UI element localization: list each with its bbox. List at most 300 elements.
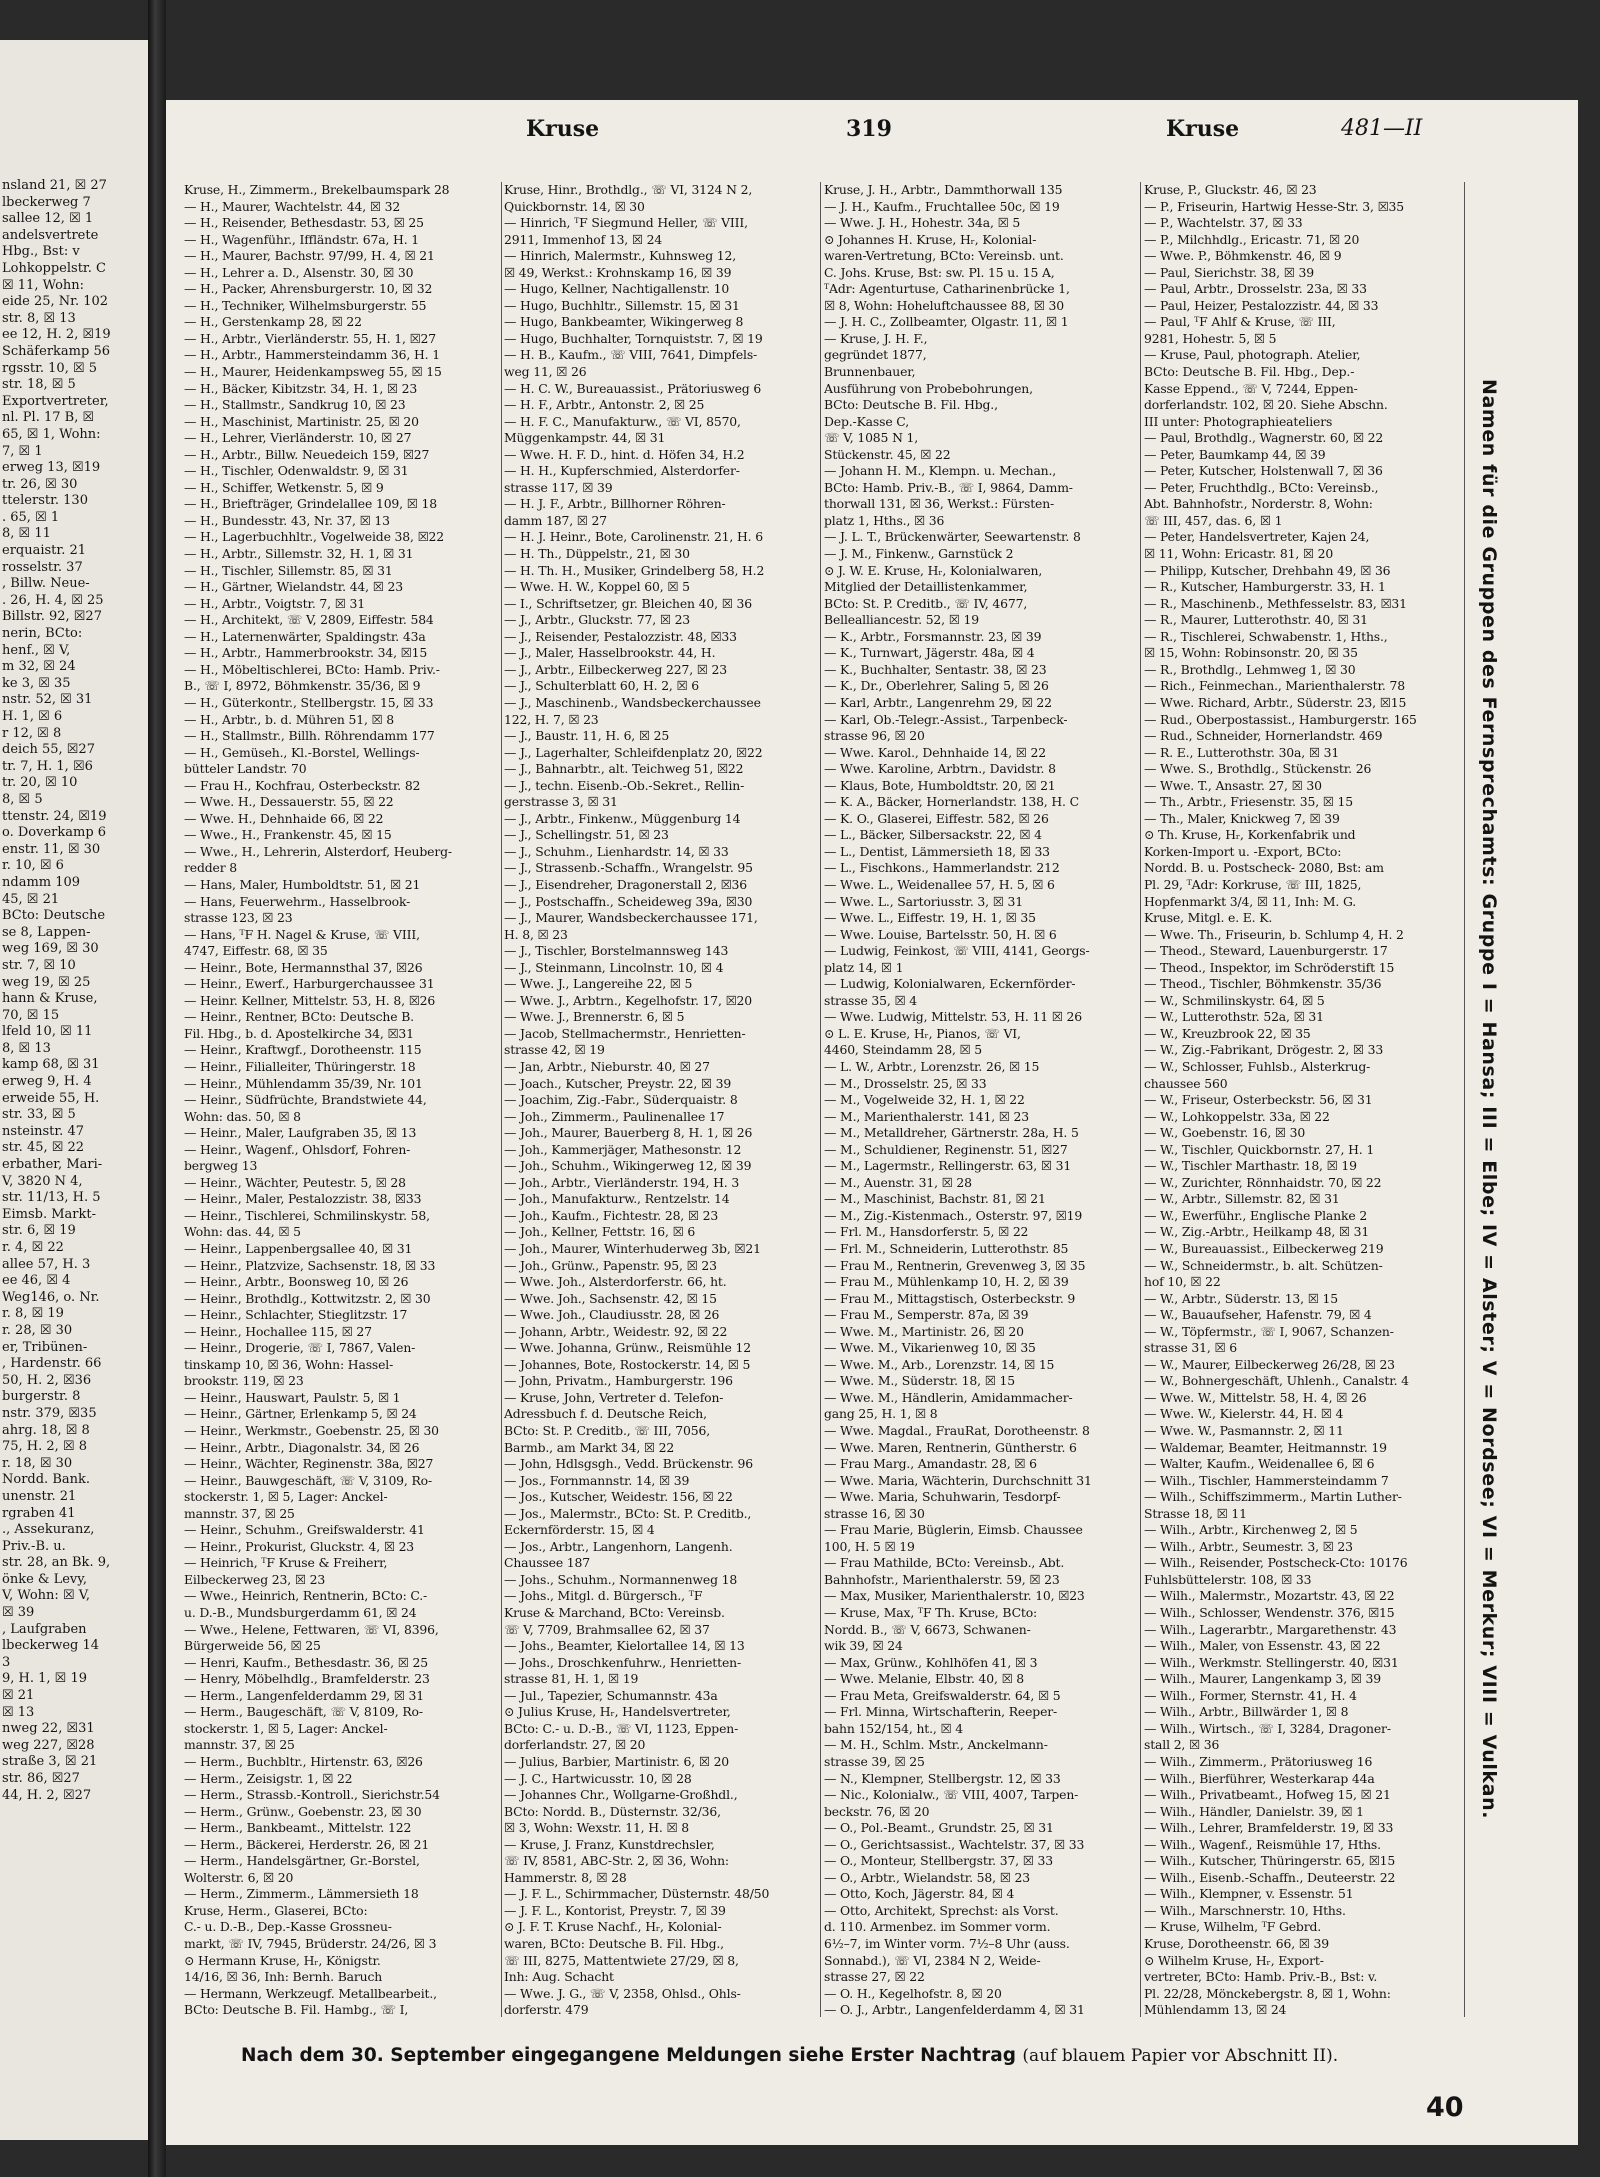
directory-entry: — H., Arbtr., Billw. Neuedeich 159, ☒27 — [184, 446, 430, 462]
directory-entry: Korken-Import u. -Export, BCto: — [1144, 843, 1342, 859]
left-fragment-line: str. 11/13, H. 5 — [2, 1190, 101, 1206]
directory-entry: — J., Tischler, Borstelmannsweg 143 — [504, 943, 729, 959]
directory-entry: — O. H., Kegelhofstr. 8, ☒ 20 — [824, 1985, 1002, 2001]
directory-entry: — Frau M., Mühlenkamp 10, H. 2, ☒ 39 — [824, 1274, 1069, 1290]
directory-entry: — W., Maurer, Eilbeckerweg 26/28, ☒ 23 — [1144, 1356, 1395, 1372]
directory-entry: — Wwe. Richard, Arbtr., Süderstr. 23, ☒15 — [1144, 694, 1407, 710]
directory-entry: — Hans, Maler, Humboldtstr. 51, ☒ 21 — [184, 876, 421, 892]
directory-entry: 6½–7, im Winter vorm. 7½–8 Uhr (auss. — [824, 1935, 1070, 1951]
directory-entry: — Wilh., Former, Sternstr. 41, H. 4 — [1144, 1687, 1357, 1703]
directory-entry: — Wilh., Lagerarbtr., Margarethenstr. 43 — [1144, 1621, 1397, 1637]
directory-entry: — H., Techniker, Wilhelmsburgerstr. 55 — [184, 297, 427, 313]
directory-entry: Kruse, P., Gluckstr. 46, ☒ 23 — [1144, 182, 1317, 197]
directory-entry: — P., Wachtelstr. 37, ☒ 33 — [1144, 215, 1303, 231]
left-fragment-line: str. 6, ☒ 19 — [2, 1223, 76, 1239]
directory-entry: — Heinr., Prokurist, Gluckstr. 4, ☒ 23 — [184, 1538, 415, 1554]
directory-entry: — Wwe. H., Dessauerstr. 55, ☒ 22 — [184, 794, 394, 810]
directory-entry: — Wwe. T., Ansastr. 27, ☒ 30 — [1144, 777, 1322, 793]
directory-entry: Pl. 29, ᵀAdr: Korkruse, ☏ III, 1825, — [1144, 876, 1362, 892]
directory-entry: — K. A., Bäcker, Hornerlandstr. 138, H. C — [824, 794, 1079, 810]
directory-entry: Kasse Eppend., ☏ V, 7244, Eppen- — [1144, 380, 1358, 396]
directory-entry: — L., Bäcker, Silbersackstr. 22, ☒ 4 — [824, 827, 1042, 843]
directory-entry: — Wwe. W., Kielerstr. 44, H. ☒ 4 — [1144, 1406, 1344, 1422]
directory-entry: BCto: Deutsche B. Fil. Hbg., Dep.- — [1144, 364, 1355, 380]
directory-entry: — Hans, Feuerwehrm., Hasselbrook- — [184, 893, 411, 909]
left-fragment-line: ttelerstr. 130 — [2, 493, 88, 509]
exchange-groups-sidebar — [1471, 182, 1507, 2017]
directory-entry: — Herm., Strassb.-Kontroll., Sierichstr.54 — [184, 1787, 440, 1803]
directory-entry: Mühlendamm 13, ☒ 24 — [1144, 2002, 1287, 2017]
directory-entry: — H., Gemüseh., Kl.-Borstel, Wellings- — [184, 744, 420, 760]
book-gutter — [148, 0, 166, 2177]
directory-entry: — Max, Musiker, Marienthalerstr. 10, ☒23 — [824, 1588, 1085, 1604]
left-fragment-line: r. 4, ☒ 22 — [2, 1240, 64, 1255]
column-2 — [504, 182, 816, 2017]
directory-entry: — J. H., Kaufm., Fruchtallee 50c, ☒ 19 — [824, 198, 1060, 214]
directory-entry: — Wwe. Maria, Wächterin, Durchschnitt 31 — [824, 1472, 1092, 1488]
directory-entry: — Theod., Tischler, Böhmkenstr. 35/36 — [1144, 976, 1382, 992]
directory-entry: — Wwe. L., Eiffestr. 19, H. 1, ☒ 35 — [824, 910, 1036, 926]
directory-entry: — Frl. Minna, Wirtschafterin, Reeper- — [824, 1704, 1058, 1720]
left-fragment-line: , Hardenstr. 66 — [2, 1356, 102, 1372]
directory-entry: — Walter, Kaufm., Weidenallee 6, ☒ 6 — [1144, 1456, 1375, 1472]
directory-entry: — Wwe. M., Martinistr. 26, ☒ 20 — [824, 1323, 1024, 1339]
directory-entry: mannstr. 37, ☒ 25 — [184, 1737, 295, 1753]
directory-entry: — N., Klempner, Stellbergstr. 12, ☒ 33 — [824, 1770, 1061, 1786]
left-fragment-line: Weg146, o. Nr. — [2, 1289, 100, 1305]
directory-entry: BCto: St. P. Creditb., ☏ IV, 4677, — [824, 595, 1028, 611]
directory-entry: — Hinrich, ᵀF Siegmund Heller, ☏ VIII, — [504, 215, 748, 231]
directory-entry: — K., Turnwart, Jägerstr. 48a, ☒ 4 — [824, 645, 1035, 661]
left-fragment-line: ndamm 109 — [2, 874, 81, 890]
directory-entry: — Wwe. L., Weidenallee 57, H. 5, ☒ 6 — [824, 876, 1055, 892]
directory-entry: — Kruse, J. Franz, Kunstdrechsler, — [504, 1836, 715, 1852]
directory-entry: — H. C. W., Bureauassist., Prätoriusweg 6 — [504, 380, 762, 396]
directory-entry: — H. F., Arbtr., Antonstr. 2, ☒ 25 — [504, 397, 705, 413]
directory-entry: 14/16, ☒ 36, Inh: Bernh. Baruch — [184, 1969, 383, 1985]
left-fragment-line: rgsstr. 10, ☒ 5 — [2, 360, 98, 376]
directory-entry: — O., Pol.-Beamt., Grundstr. 25, ☒ 31 — [824, 1820, 1054, 1836]
directory-entry: — Wwe., H., Lehrerin, Alsterdorf, Heuberg- — [184, 843, 452, 859]
directory-entry: ☒ 3, Wohn: Wexstr. 11, H. ☒ 8 — [504, 1820, 689, 1836]
directory-entry: — Heinr., Gärtner, Erlenkamp 5, ☒ 24 — [184, 1406, 417, 1422]
directory-entry: Adressbuch f. d. Deutsche Reich, — [504, 1406, 707, 1422]
directory-entry: — Ludwig, Feinkost, ☏ VIII, 4141, Georgs- — [824, 943, 1090, 959]
directory-entry: — Wilh., Werkmstr. Stellingerstr. 40, ☒31 — [1144, 1654, 1399, 1670]
left-fragment-line: lbeckerweg 7 — [2, 194, 91, 210]
directory-entry: ☏ IV, 8581, ABC-Str. 2, ☒ 36, Wohn: — [504, 1853, 729, 1869]
directory-entry: Wolterstr. 6, ☒ 20 — [184, 1869, 294, 1885]
directory-entry: — Joh., Maurer, Bauerberg 8, H. 1, ☒ 26 — [504, 1125, 753, 1141]
directory-entry: — K., Buchhalter, Sentastr. 38, ☒ 23 — [824, 661, 1047, 677]
directory-entry: — Wwe. Magdal., FrauRat, Dorotheenstr. 8 — [824, 1423, 1090, 1439]
left-fragment-line: rosselstr. 37 — [2, 559, 83, 575]
directory-entry: — Frau M., Semperstr. 87a, ☒ 39 — [824, 1307, 1029, 1323]
directory-entry: — Wilh., Tischler, Hammersteindamm 7 — [1144, 1472, 1389, 1488]
directory-entry: — Heinr., Ewerf., Harburgerchaussee 31 — [184, 976, 435, 992]
directory-entry: III unter: Photographieateliers — [1144, 413, 1333, 429]
directory-entry: — R., Maschinenb., Methfesselstr. 83, ☒31 — [1144, 595, 1407, 611]
directory-entry: — H., Möbeltischlerei, BCto: Hamb. Priv.- — [184, 661, 440, 677]
column-3 — [824, 182, 1136, 2017]
directory-entry: — Wilh., Privatbeamt., Hofweg 15, ☒ 21 — [1144, 1787, 1391, 1803]
directory-entry: — Frau Marg., Amandastr. 28, ☒ 6 — [824, 1456, 1037, 1472]
left-fragment-line: str. 7, ☒ 10 — [2, 957, 76, 973]
directory-entry: — Wwe. Maren, Rentnerin, Güntherstr. 6 — [824, 1439, 1077, 1455]
directory-entry: BCto: St. P. Creditb., ☏ III, 7056, — [504, 1423, 710, 1439]
directory-entry: — Klaus, Bote, Humboldtstr. 20, ☒ 21 — [824, 777, 1056, 793]
directory-entry: — Wilh., Zimmerm., Prätoriusweg 16 — [1144, 1753, 1373, 1769]
directory-entry: — J., Postschaffn., Scheideweg 39a, ☒30 — [504, 893, 753, 909]
directory-entry: — Wwe. Melanie, Elbstr. 40, ☒ 8 — [824, 1671, 1025, 1687]
directory-entry: — Wwe. Johanna, Grünw., Reismühle 12 — [504, 1340, 751, 1356]
directory-entry: 9281, Hohestr. 5, ☒ 5 — [1144, 330, 1277, 346]
directory-entry: — H., Lehrer a. D., Alsenstr. 30, ☒ 30 — [184, 264, 414, 280]
directory-entry: — Johs., Mitgl. d. Bürgersch., ᵀF — [504, 1588, 703, 1604]
directory-entry: — Frau M., Rentnerin, Grevenweg 3, ☒ 35 — [824, 1257, 1086, 1273]
directory-entry: — Heinr., Wächter, Peutestr. 5, ☒ 28 — [184, 1174, 406, 1190]
directory-entry: — Herm., Zimmerm., Lämmersieth 18 — [184, 1886, 419, 1902]
left-fragment-line: 70, ☒ 15 — [2, 1007, 60, 1023]
directory-entry: — Joh., Maurer, Winterhuderweg 3b, ☒21 — [504, 1241, 761, 1256]
directory-entry: Ausführung von Probebohrungen, — [824, 380, 1033, 396]
directory-entry: Brunnenbauer, — [824, 364, 916, 380]
directory-entry: — Wilh., Arbtr., Seumestr. 3, ☒ 23 — [1144, 1538, 1353, 1554]
directory-entry: — H., Bundesstr. 43, Nr. 37, ☒ 13 — [184, 512, 390, 528]
directory-entry: — Heinr., Bauwgeschäft, ☏ V, 3109, Ro- — [184, 1472, 433, 1488]
directory-entry: Sonnabd.), ☏ VI, 2384 N 2, Weide- — [824, 1952, 1041, 1968]
directory-entry: — L. W., Arbtr., Lorenzstr. 26, ☒ 15 — [824, 1058, 1040, 1074]
directory-entry: — Wwe. J., Arbtrn., Kegelhofstr. 17, ☒20 — [504, 992, 753, 1008]
directory-entry: — R., Kutscher, Hamburgerstr. 33, H. 1 — [1144, 579, 1386, 595]
directory-entry: — Henri, Kaufm., Bethesdastr. 36, ☒ 25 — [184, 1654, 428, 1670]
directory-entry: ☒ 8, Wohn: Hoheluftchaussee 88, ☒ 30 — [824, 297, 1064, 313]
left-fragment-line: 50, H. 2, ☒36 — [2, 1372, 92, 1388]
directory-entry: — Wwe. J., Langereihe 22, ☒ 5 — [504, 976, 693, 992]
directory-entry: — Joh., Kellner, Fettstr. 16, ☒ 6 — [504, 1224, 696, 1240]
directory-entry: — W., Schmilinskystr. 64, ☒ 5 — [1144, 992, 1325, 1008]
left-fragment-line: 7, ☒ 1 — [2, 443, 43, 459]
directory-entry: strasse 16, ☒ 30 — [824, 1505, 925, 1521]
directory-entry: u. D.-B., Mundsburgerdamm 61, ☒ 24 — [184, 1605, 417, 1621]
directory-entry: — Paul, Sierichstr. 38, ☒ 39 — [1144, 264, 1314, 280]
directory-entry: — Wilh., Maurer, Langenkamp 3, ☒ 39 — [1144, 1671, 1381, 1687]
directory-entry: — J., Arbtr., Gluckstr. 77, ☒ 23 — [504, 612, 691, 628]
directory-entry: — Jos., Malermstr., BCto: St. P. Creditb., — [504, 1505, 752, 1521]
left-fragment-line: 8, ☒ 5 — [2, 791, 43, 807]
directory-entry: — M., Lagermstr., Rellingerstr. 63, ☒ 31 — [824, 1158, 1072, 1174]
directory-entry: — J., Maschinenb., Wandsbeckerchaussee — [504, 694, 761, 710]
left-fragment-line: erweg 9, H. 4 — [2, 1074, 92, 1090]
directory-entry: — Wwe., Helene, Fettwaren, ☏ VI, 8396, — [184, 1621, 439, 1637]
directory-entry: — Henry, Möbelhdlg., Bramfelderstr. 23 — [184, 1671, 430, 1687]
directory-entry: — Waldemar, Beamter, Heitmannstr. 19 — [1144, 1439, 1387, 1455]
directory-entry: — Joach., Kutscher, Preystr. 22, ☒ 39 — [504, 1075, 732, 1091]
directory-entry: Strasse 18, ☒ 11 — [1144, 1505, 1247, 1521]
directory-entry: ☒ 15, Wohn: Robinsonstr. 20, ☒ 35 — [1144, 645, 1358, 661]
directory-entry: — Johs., Droschkenfuhrw., Henrietten- — [504, 1654, 741, 1670]
left-fragment-line: tr. 7, H. 1, ☒6 — [2, 758, 93, 774]
directory-entry: — H. J. Heinr., Bote, Carolinenstr. 21, H. 6 — [504, 529, 763, 545]
left-fragment-line: 65, ☒ 1, Wohn: — [2, 426, 101, 442]
directory-entry: bahn 152/154, ht., ☒ 4 — [824, 1720, 963, 1736]
directory-entry: Kruse, Dorotheenstr. 66, ☒ 39 — [1144, 1935, 1329, 1951]
directory-entry: — Heinr., Arbtr., Boonsweg 10, ☒ 26 — [184, 1274, 409, 1290]
directory-entry: — Rud., Schneider, Hornerlandstr. 469 — [1144, 728, 1383, 744]
directory-entry: — J. C., Hartwicusstr. 10, ☒ 28 — [504, 1770, 692, 1786]
directory-entry: 122, H. 7, ☒ 23 — [504, 711, 599, 727]
left-fragment-line: erweg 13, ☒19 — [2, 460, 101, 476]
directory-entry: — W., Goebenstr. 16, ☒ 30 — [1144, 1125, 1306, 1141]
directory-entry: — Herm., Handelsgärtner, Gr.-Borstel, — [184, 1853, 420, 1869]
directory-entry: — Heinr., Brothdlg., Kottwitzstr. 2, ☒ 30 — [184, 1290, 431, 1306]
directory-entry: — Herm., Langenfelderdamm 29, ☒ 31 — [184, 1687, 424, 1703]
directory-entry: strasse 27, ☒ 22 — [824, 1969, 925, 1985]
directory-entry: — W., Friseur, Osterbeckstr. 56, ☒ 31 — [1144, 1092, 1373, 1108]
directory-entry: Fil. Hbg., b. d. Apostelkirche 34, ☒31 — [184, 1025, 414, 1041]
left-fragment-line: weg 19, ☒ 25 — [2, 974, 91, 990]
directory-entry: — Nic., Kolonialw., ☏ VIII, 4007, Tarpen- — [824, 1787, 1079, 1803]
directory-entry: — Heinr., Maler, Pestalozzistr. 38, ☒33 — [184, 1191, 422, 1207]
directory-entry: platz 14, ☒ 1 — [824, 959, 904, 975]
directory-entry: — Rud., Oberpostassist., Hamburgerstr. 165 — [1144, 711, 1417, 727]
directory-entry: — Wilh., Arbtr., Kirchenweg 2, ☒ 5 — [1144, 1522, 1358, 1538]
directory-entry: damm 187, ☒ 27 — [504, 512, 607, 528]
directory-entry: — Heinrich, ᵀF Kruse & Freiherr, — [184, 1555, 388, 1571]
left-fragment-line: allee 57, H. 3 — [2, 1256, 91, 1272]
directory-entry: gerstrasse 3, ☒ 31 — [504, 794, 618, 810]
directory-entry: — Joh., Zimmerm., Paulinenallee 17 — [504, 1108, 725, 1124]
left-fragment-line: 8, ☒ 13 — [2, 1040, 51, 1056]
directory-entry: dorferlandstr. 27, ☒ 20 — [504, 1737, 646, 1753]
directory-entry: — H., Arbtr., Sillemstr. 32, H. 1, ☒ 31 — [184, 546, 414, 562]
directory-entry: — Heinr., Tischlerei, Schmilinskystr. 58, — [184, 1207, 430, 1223]
left-fragment-line: nstr. 52, ☒ 31 — [2, 692, 93, 708]
directory-entry: — Joh., Kammerjäger, Mathesonstr. 12 — [504, 1141, 742, 1157]
directory-entry: — Wilh., Maler, von Essenstr. 43, ☒ 22 — [1144, 1638, 1381, 1654]
directory-entry: — Heinr., Bote, Hermannsthal 37, ☒26 — [184, 959, 423, 975]
directory-entry: dorferlandstr. 102, ☒ 20. Siehe Abschn. — [1144, 397, 1388, 413]
directory-entry: brookstr. 119, ☒ 23 — [184, 1373, 304, 1389]
directory-entry: — Frau Mathilde, BCto: Vereinsb., Abt. — [824, 1555, 1065, 1571]
directory-entry: beckstr. 76, ☒ 20 — [824, 1803, 930, 1819]
directory-entry: — J. M., Finkenw., Garnstück 2 — [824, 546, 1014, 562]
directory-entry: — M., Schuldiener, Reginenstr. 51, ☒27 — [824, 1141, 1068, 1157]
directory-entry: — Joachim, Zig.-Fabr., Süderquaistr. 8 — [504, 1092, 738, 1108]
directory-entry: waren-Vertretung, BCto: Vereinsb. unt. — [824, 248, 1064, 264]
directory-entry: — Wwe. W., Mittelstr. 58, H. 4, ☒ 26 — [1144, 1389, 1367, 1405]
left-fragment-line: str. 8, ☒ 13 — [2, 310, 76, 326]
directory-entry: — J., Baustr. 11, H. 6, ☒ 25 — [504, 728, 670, 744]
directory-entry: — W., Bauaufseher, Hafenstr. 79, ☒ 4 — [1144, 1307, 1372, 1323]
left-fragment-line: str. 33, ☒ 5 — [2, 1107, 76, 1123]
directory-entry: — Wwe. M., Süderstr. 18, ☒ 15 — [824, 1373, 1015, 1389]
directory-entry: — Kruse, John, Vertreter d. Telefon- — [504, 1389, 724, 1405]
directory-entry: — Wilh., Wagenf., Reismühle 17, Hths. — [1144, 1836, 1381, 1852]
left-fragment-line: r 12, ☒ 8 — [2, 725, 62, 741]
exchange-groups-text: Namen für die Gruppen des Fernsprechamts: Gruppe I = Hansa; III = Elbe; IV = Alster; V = Nordsee; VI = Merkur; VIII = Vulkan. — [1478, 379, 1500, 1820]
directory-entry: vertreter, BCto: Hamb. Priv.-B., Bst: v. — [1144, 1969, 1378, 1985]
directory-entry: — Heinr., Wächter, Reginenstr. 38a, ☒27 — [184, 1456, 434, 1472]
directory-entry: — Kruse, J. H. F., — [824, 330, 928, 346]
directory-entry: markt, ☏ IV, 7945, Brüderstr. 24/26, ☒ 3 — [184, 1935, 437, 1951]
directory-entry: — Wwe. W., Pasmannstr. 2, ☒ 11 — [1144, 1423, 1344, 1439]
directory-entry: — Rich., Feinmechan., Marienthalerstr. 78 — [1144, 678, 1405, 694]
directory-entry: ⊙ L. E. Kruse, Hᵣ, Pianos, ☏ VI, — [824, 1025, 1021, 1041]
directory-entry: — Wwe. Joh., Sachsenstr. 42, ☒ 15 — [504, 1290, 717, 1306]
directory-entry: strasse 31, ☒ 6 — [1144, 1340, 1237, 1356]
left-fragment-line: ., Assekuranz, — [2, 1522, 95, 1538]
directory-entry: — Heinr., Schuhm., Greifswalderstr. 41 — [184, 1522, 425, 1538]
directory-entry: — Hans, ᵀF H. Nagel & Kruse, ☏ VIII, — [184, 926, 420, 942]
directory-entry: strasse 42, ☒ 19 — [504, 1042, 605, 1058]
directory-entry: — R., Brothdlg., Lehmweg 1, ☒ 30 — [1144, 661, 1356, 677]
directory-entry: — M., Zig.-Kistenmach., Osterstr. 97, ☒19 — [824, 1207, 1083, 1223]
directory-entry: ᵀAdr: Agenturtuse, Catharinenbrücke 1, — [824, 281, 1070, 297]
directory-entry: Wohn: das. 50, ☒ 8 — [184, 1108, 301, 1124]
directory-entry: — Wwe. P., Böhmkenstr. 46, ☒ 9 — [1144, 248, 1342, 264]
directory-entry: — H., Laternenwärter, Spaldingstr. 43a — [184, 628, 426, 644]
left-fragment-line: unenstr. 21 — [2, 1488, 77, 1504]
directory-entry: — H., Bäcker, Kibitzstr. 34, H. 1, ☒ 23 — [184, 380, 418, 396]
directory-entry: — Jul., Tapezier, Schumannstr. 43a — [504, 1687, 718, 1703]
directory-entry: strasse 96, ☒ 20 — [824, 728, 925, 744]
directory-entry: — Frau Meta, Greifswalderstr. 64, ☒ 5 — [824, 1687, 1061, 1703]
directory-entry: B., ☏ I, 8972, Böhmkenstr. 35/36, ☒ 9 — [184, 678, 421, 694]
directory-entry: — Frl. M., Hansdorferstr. 5, ☒ 22 — [824, 1224, 1029, 1240]
directory-entry: Eckernförderstr. 15, ☒ 4 — [504, 1522, 655, 1538]
directory-entry: — J., Bahnarbtr., alt. Teichweg 51, ☒22 — [504, 761, 744, 777]
left-fragment-line: ee 46, ☒ 4 — [2, 1273, 71, 1289]
directory-entry: — W., Arbtr., Sillemstr. 82, ☒ 31 — [1144, 1191, 1340, 1207]
directory-entry: — Wilh., Arbtr., Billwärder 1, ☒ 8 — [1144, 1704, 1349, 1720]
directory-entry: — Peter, Handelsvertreter, Kajen 24, — [1144, 529, 1370, 545]
page-number: 481—II — [1341, 116, 1423, 141]
directory-entry: — Wwe. Joh., Alsterdorferstr. 66, ht. — [504, 1274, 727, 1290]
left-fragment-line: nl. Pl. 17 B, ☒ — [2, 410, 95, 426]
directory-entry: — H., Reisender, Bethesdastr. 53, ☒ 25 — [184, 215, 424, 231]
directory-entry: ☏ III, 8275, Mattentwiete 27/29, ☒ 8, — [504, 1952, 739, 1968]
directory-entry: — Heinr., Hauswart, Paulstr. 5, ☒ 1 — [184, 1389, 401, 1405]
left-fragment-line: se 8, Lappen- — [2, 924, 91, 940]
left-fragment-line: deich 55, ☒27 — [2, 742, 95, 758]
directory-entry: — H., Arbtr., Vierländerstr. 55, H. 1, ☒27 — [184, 330, 437, 346]
directory-entry: — M., Maschinist, Bachstr. 81, ☒ 21 — [824, 1191, 1046, 1207]
directory-entry: — M. H., Schlm. Mstr., Anckelmann- — [824, 1737, 1048, 1753]
directory-entry: Nordd. B. u. Postscheck- 2080, Bst: am — [1144, 860, 1384, 876]
directory-entry: Wohn: das. 44, ☒ 5 — [184, 1224, 301, 1240]
directory-entry: ☒ 11, Wohn: Ericastr. 81, ☒ 20 — [1144, 546, 1334, 562]
directory-entry: — Jacob, Stellmachermstr., Henrietten- — [504, 1025, 746, 1041]
directory-entry: BCto: Nordd. B., Düsternstr. 32/36, — [504, 1803, 721, 1819]
directory-entry: — Herm., Grünw., Goebenstr. 23, ☒ 30 — [184, 1803, 422, 1819]
directory-entry: — Jos., Kutscher, Weidestr. 156, ☒ 22 — [504, 1489, 733, 1505]
left-fragment-line: ahrg. 18, ☒ 8 — [2, 1422, 90, 1438]
directory-entry: — H., Tischler, Odenwaldstr. 9, ☒ 31 — [184, 463, 409, 479]
left-fragment-line: lbeckerweg 14 — [2, 1638, 100, 1654]
left-fragment-line: 9, H. 1, ☒ 19 — [2, 1671, 88, 1687]
directory-entry: — H., Briefträger, Grindelallee 109, ☒ 18 — [184, 496, 437, 512]
left-fragment-line: ☒ 39 — [2, 1605, 35, 1621]
directory-entry: — H., Wagenführ., Iffländstr. 67a, H. 1 — [184, 231, 420, 247]
directory-entry: — Hermann, Werkzeugf. Metallbearbeit., — [184, 1985, 437, 2001]
directory-entry: — John, Hdlsgsgh., Vedd. Brückenstr. 96 — [504, 1456, 754, 1472]
directory-entry: — Heinr., Arbtr., Diagonalstr. 34, ☒ 26 — [184, 1439, 420, 1455]
directory-entry: — Heinr. Kellner, Mittelstr. 53, H. 8, ☒26 — [184, 992, 436, 1008]
directory-entry: — J. F. L., Schirmmacher, Düsternstr. 48/50 — [504, 1886, 770, 1902]
directory-entry: strasse 81, H. 1, ☒ 19 — [504, 1671, 639, 1687]
left-fragment-line: ☒ 11, Wohn: — [2, 277, 85, 293]
left-fragment-line: burgerstr. 8 — [2, 1389, 81, 1405]
left-fragment-line: Priv.-B. u. — [2, 1538, 66, 1554]
directory-entry: dorferstr. 479 — [504, 2002, 589, 2017]
directory-entry: — H., Packer, Ahrensburgerstr. 10, ☒ 32 — [184, 281, 433, 297]
footer-note — [241, 2045, 1541, 2066]
directory-entry: — W., Tischler, Quickbornstr. 27, H. 1 — [1144, 1141, 1375, 1157]
directory-entry: — M., Vogelweide 32, H. 1, ☒ 22 — [824, 1092, 1025, 1108]
directory-entry: — M., Drosselstr. 25, ☒ 33 — [824, 1075, 987, 1091]
directory-entry: BCto: Deutsche B. Fil. Hambg., ☏ I, — [184, 2002, 409, 2017]
directory-entry: ☏ V, 7709, Brahmsallee 62, ☒ 37 — [504, 1621, 710, 1637]
left-fragment-line: BCto: Deutsche — [2, 908, 106, 924]
left-fragment-line: 44, H. 2, ☒27 — [2, 1787, 92, 1803]
directory-entry: C.- u. D.-B., Dep.-Kasse Grossneu- — [184, 1919, 392, 1935]
left-fragment-line: , Billw. Neue- — [2, 576, 90, 592]
left-fragment-line: sallee 12, ☒ 1 — [2, 211, 94, 227]
directory-entry: BCto: Hamb. Priv.-B., ☏ I, 9864, Damm- — [824, 479, 1073, 495]
directory-entry: stockerstr. 1, ☒ 5, Lager: Anckel- — [184, 1489, 388, 1505]
directory-entry: Stückenstr. 45, ☒ 22 — [824, 446, 951, 462]
directory-entry: — Herm., Bäckerei, Herderstr. 26, ☒ 21 — [184, 1836, 430, 1852]
directory-entry: — Herm., Baugeschäft, ☏ V, 8109, Ro- — [184, 1704, 423, 1720]
directory-entry: — H., Arbtr., Hammersteindamm 36, H. 1 — [184, 347, 440, 363]
left-fragment-line: ttenstr. 24, ☒19 — [2, 808, 107, 824]
directory-entry: — Wilh., Kutscher, Thüringerstr. 65, ☒15 — [1144, 1853, 1396, 1869]
directory-entry: — H. Th. H., Musiker, Grindelberg 58, H.2 — [504, 562, 765, 578]
directory-entry: — Wwe. Maria, Schuhwarin, Tesdorpf- — [824, 1489, 1061, 1505]
left-fragment-line: rgraben 41 — [2, 1505, 76, 1521]
left-fragment-line: r. 18, ☒ 30 — [2, 1455, 73, 1471]
directory-entry: Nordd. B., ☏ V, 6673, Schwanen- — [824, 1621, 1031, 1637]
left-fragment-line: H. 1, ☒ 6 — [2, 709, 63, 724]
directory-entry: — H., Gerstenkamp 28, ☒ 22 — [184, 314, 362, 330]
corner-number: 40 — [1426, 2092, 1464, 2123]
column-divider — [820, 182, 821, 2017]
directory-entry: — Herm., Buchbltr., Hirtenstr. 63, ☒26 — [184, 1753, 423, 1769]
directory-entry: — Hugo, Kellner, Nachtigallenstr. 10 — [504, 281, 730, 297]
directory-entry: strasse 123, ☒ 23 — [184, 910, 293, 926]
left-fragment-line: 45, ☒ 21 — [2, 891, 60, 907]
left-fragment-line: önke & Levy, — [2, 1571, 88, 1587]
directory-entry: ☏ V, 1085 N 1, — [824, 430, 919, 446]
left-fragment-line: erquaistr. 21 — [2, 543, 86, 559]
directory-entry: — H., Stallmstr., Sandkrug 10, ☒ 23 — [184, 397, 406, 413]
left-fragment-line: Nordd. Bank. — [2, 1472, 91, 1488]
directory-entry: — Kruse, Wilhelm, ᵀF Gebrd. — [1144, 1919, 1322, 1935]
directory-entry: — Joh., Manufakturw., Rentzelstr. 14 — [504, 1191, 730, 1207]
directory-entry: Fuhlsbüttelerstr. 108, ☒ 33 — [1144, 1571, 1312, 1587]
directory-entry: — Frau Marie, Büglerin, Eimsb. Chaussee — [824, 1522, 1083, 1538]
directory-entry: strasse 117, ☒ 39 — [504, 479, 613, 495]
directory-entry: — Karl, Arbtr., Langenrehm 29, ☒ 22 — [824, 694, 1052, 710]
left-fragment-line: erbather, Mari- — [2, 1157, 103, 1173]
directory-entry: — Th., Arbtr., Friesenstr. 35, ☒ 15 — [1144, 794, 1354, 810]
directory-entry: — Max, Grünw., Kohlhöfen 41, ☒ 3 — [824, 1654, 1038, 1670]
left-fragment-line: Eimsb. Markt- — [2, 1206, 97, 1222]
left-fragment-line: Lohkoppelstr. C — [2, 260, 106, 276]
directory-entry: 100, H. 5 ☒ 19 — [824, 1538, 915, 1554]
directory-entry: — Joh., Grünw., Papenstr. 95, ☒ 23 — [504, 1257, 717, 1273]
